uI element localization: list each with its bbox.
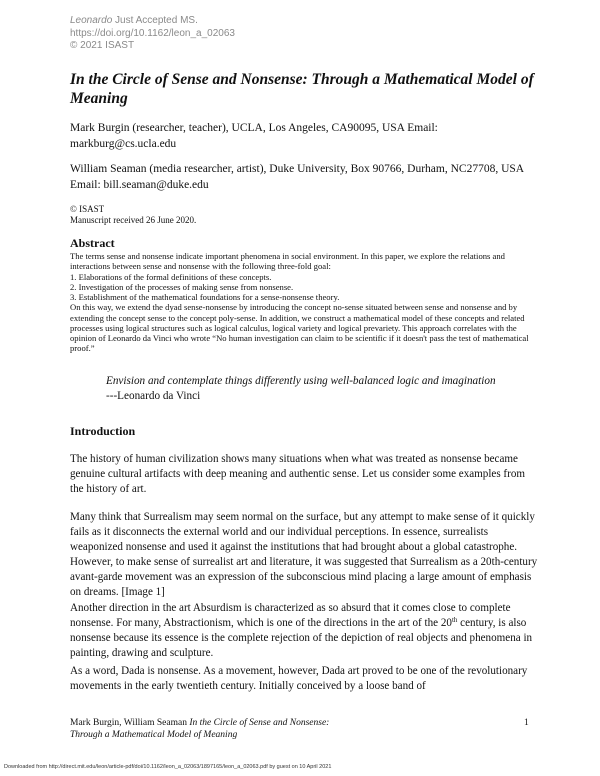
page-footer — [70, 718, 329, 741]
banner-copyright: © 2021 ISAST — [70, 40, 135, 51]
body-paragraph: The history of human civilization shows many situations when what was treated as nonsense became genuine cultural artifacts with deep meaning and authentic sense. Let us consider some examples from the history of art. — [70, 453, 526, 495]
abstract-goal: 3. Establishment of the mathematical foundations for a sense-nonsense theory. — [70, 292, 340, 302]
body-paragraph: As a word, Dada is nonsense. As a movement, however, Dada art proved to be one of the revolutionary movements in the early twentieth century. Initially conceived by a loose band of — [70, 665, 528, 692]
journal-name: Leonardo — [70, 15, 113, 26]
author-2: William Seaman (media researcher, artist), Duke University, Box 90766, Durham, NC27708, USA Email: bill.seaman@duke.edu — [70, 163, 524, 191]
isast-notice: © ISAST — [70, 204, 105, 214]
epigraph — [106, 374, 526, 403]
body-paragraph: Many think that Surrealism may seem normal on the surface, but any attempt to make sense of it quickly fails as it disconnects the external world and our individual perceptions. In essence, surrealists weaponized nonsense and used it against the institutions that had brought about a global catastrophe. However, to make sense of surrealist art and literature, it was suggested that Surrealism as a 20th-century avant-garde movement was an expression of the subconscious mind placing a large amount of emphasis on dreams. [Image 1] — [70, 511, 538, 598]
download-note[interactable]: Downloaded from http://direct.mit.edu/leon/article-pdf/doi/10.1162/leon_a_02063/1897165/leon_a_02063.pdf by guest on 10 April 2021 — [4, 764, 332, 770]
abstract-heading: Abstract — [70, 236, 115, 250]
abstract-text: On this way, we extend the dyad sense-nonsense by introducing the concept no-sense situated between sense and nonsense and by extending the concept sense to the concept poly-sense. In addition, we construct a mathematical model of these concepts and related processes using logical structures such as logical calculus, logical variety and logical prevariety. This approach correlates with the opinion of Leonardo da Vinci who wrote “No human investigation can claim to be scientific if it doesn't pass the test of mathematical proof.” — [70, 302, 529, 354]
footer-title-part-2: Through a Mathematical Model of Meaning — [70, 729, 238, 740]
introduction-heading: Introduction — [70, 424, 136, 438]
superscript: th — [451, 616, 458, 624]
journal-banner — [70, 15, 235, 53]
paragraph-text: century, is also nonsense because its essence is the complete rejection of the depiction of real objects and phenomena in painting, drawing and sculpture. — [70, 617, 533, 659]
footer-title-part-1: In the Circle of Sense and Nonsense: — [189, 718, 330, 728]
page-number: 1 — [524, 718, 529, 728]
status-label: Just Accepted MS. — [115, 15, 198, 26]
doi-link[interactable]: https://doi.org/10.1162/leon_a_02063 — [70, 27, 235, 39]
body-paragraph — [70, 601, 538, 661]
abstract-body — [70, 251, 540, 354]
epigraph-text: Envision and contemplate things differently using well-balanced logic and imagination — [106, 375, 496, 387]
abstract-intro: The terms sense and nonsense indicate important phenomena in social environment. In this paper, we explore the relations and interactions between sense and nonsense with the following three-fold goal: — [70, 251, 505, 272]
abstract-goal: 2. Investigation of the processes of making sense from nonsense. — [70, 281, 294, 292]
epigraph-attribution: ---Leonardo da Vinci — [106, 389, 201, 402]
author-1: Mark Burgin (researcher, teacher), UCLA, Los Angeles, CA90095, USA Email: markburg@cs.ucla.edu — [70, 122, 438, 150]
paragraph-text: Another direction in the art Absurdism is characterized as so absurd that it comes close to complete nonsense. For many, Abstractionism, which is one of the directions in the art of the 20 — [70, 602, 511, 629]
received-date: Manuscript received 26 June 2020. — [70, 215, 197, 225]
footer-authors: Mark Burgin, William Seaman — [70, 718, 187, 728]
paper-title: In the Circle of Sense and Nonsense: Through a Mathematical Model of Meaning — [70, 71, 534, 107]
abstract-goal: 1. Elaborations of the formal definitions of these concepts. — [70, 271, 272, 282]
